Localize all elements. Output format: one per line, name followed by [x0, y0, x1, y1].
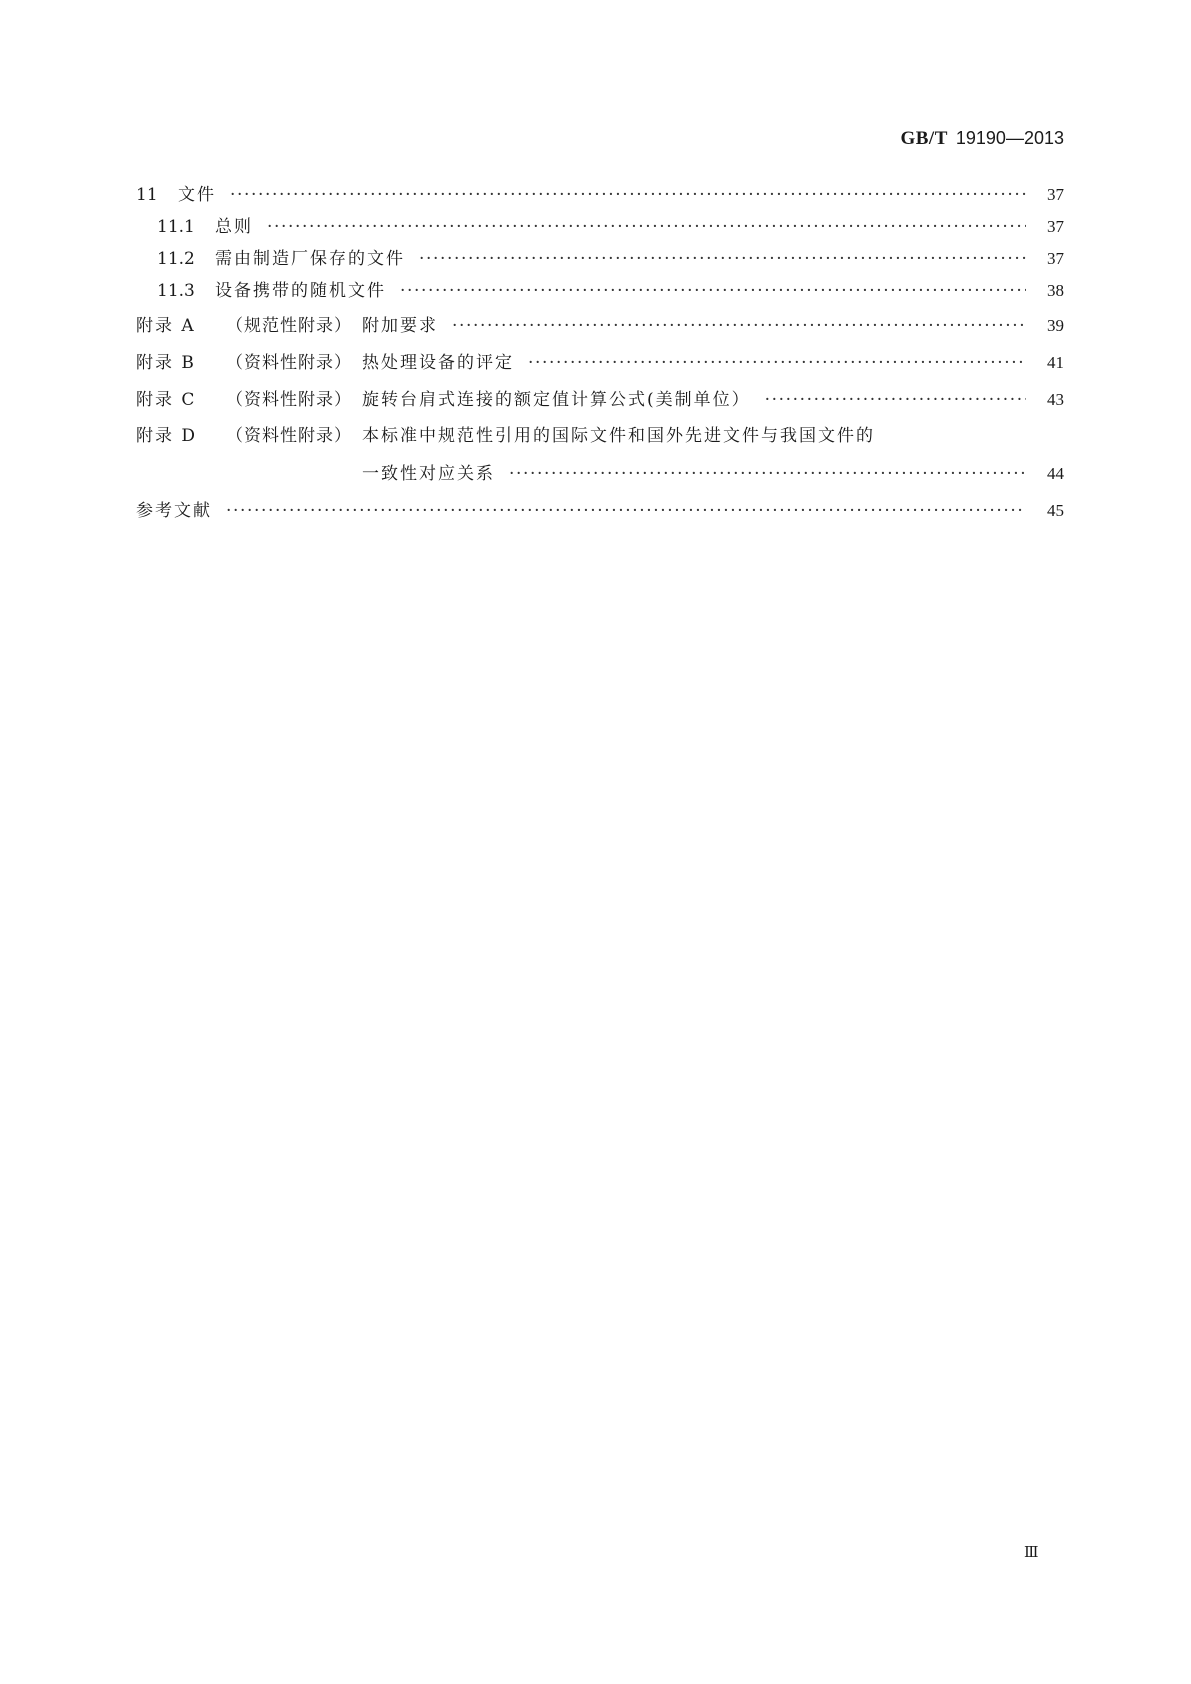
toc-entry-title: 热处理设备的评定	[362, 353, 514, 373]
toc-entry-number: 11	[136, 185, 158, 205]
toc-entry-appendix-b[interactable]	[136, 344, 1064, 381]
toc-entry-page: 37	[1047, 217, 1064, 236]
toc-entry-title: 参考文献	[136, 501, 212, 521]
standard-code: GB/T	[900, 128, 948, 149]
toc-entry-appendix-d[interactable]	[136, 418, 1064, 455]
toc-entry-appendix-d-continued[interactable]	[136, 455, 1064, 492]
toc-entry-page: 45	[1047, 501, 1064, 520]
dot-leader	[452, 308, 1026, 345]
dot-leader	[528, 345, 1026, 382]
toc-entry-page: 44	[1047, 464, 1064, 483]
appendix-type: （资料性附录）	[226, 353, 352, 373]
toc-entry-title: 本标准中规范性引用的国际文件和国外先进文件与我国文件的	[362, 426, 875, 446]
dot-leader	[765, 382, 1026, 419]
appendix-type: （规范性附录）	[226, 316, 352, 336]
table-of-contents	[136, 178, 1064, 529]
toc-entry-page: 38	[1047, 281, 1064, 300]
toc-entry-11-1[interactable]	[136, 211, 1064, 243]
toc-entry-references[interactable]	[136, 492, 1064, 529]
appendix-label: 附录 C	[136, 390, 197, 410]
toc-entry-page: 37	[1047, 249, 1064, 268]
toc-entry-page: 43	[1047, 390, 1064, 409]
dot-leader	[226, 493, 1026, 530]
document-header	[900, 128, 1064, 150]
toc-entry-title: 总则	[215, 217, 253, 237]
page-number-roman: Ⅲ	[1024, 1545, 1039, 1561]
toc-entry-11-3[interactable]	[136, 275, 1064, 307]
dot-leader	[267, 211, 1026, 243]
dot-leader	[419, 243, 1026, 275]
standard-number: 19190—2013	[955, 128, 1064, 148]
toc-entry-number: 11.3	[157, 281, 195, 301]
toc-entry-title: 文件	[178, 185, 216, 205]
appendix-type: （资料性附录）	[226, 426, 352, 446]
appendix-label: 附录 B	[136, 353, 196, 373]
appendix-label: 附录 D	[136, 426, 198, 446]
toc-entry-page: 41	[1047, 353, 1064, 372]
appendix-type: （资料性附录）	[226, 390, 352, 410]
toc-entry-appendix-c[interactable]	[136, 381, 1064, 418]
toc-entry-page: 39	[1047, 316, 1064, 335]
dot-leader	[509, 456, 1026, 493]
toc-entry-title-continued: 一致性对应关系	[362, 464, 495, 484]
toc-entry-appendix-a[interactable]	[136, 307, 1064, 344]
toc-entry-title: 附加要求	[362, 316, 438, 336]
toc-entry-title: 需由制造厂保存的文件	[215, 249, 405, 269]
toc-entry-number: 11.2	[157, 249, 195, 269]
toc-entry-title: 旋转台肩式连接的额定值计算公式(美制单位）	[362, 390, 751, 410]
toc-entry-number: 11.1	[157, 217, 195, 237]
toc-entry-11-2[interactable]	[136, 243, 1064, 275]
toc-entry-11[interactable]	[136, 178, 1064, 211]
appendix-label: 附录 A	[136, 316, 196, 336]
toc-entry-title: 设备携带的随机文件	[215, 281, 386, 301]
dot-leader	[400, 275, 1026, 307]
toc-entry-page: 37	[1047, 185, 1064, 204]
dot-leader	[230, 179, 1026, 212]
